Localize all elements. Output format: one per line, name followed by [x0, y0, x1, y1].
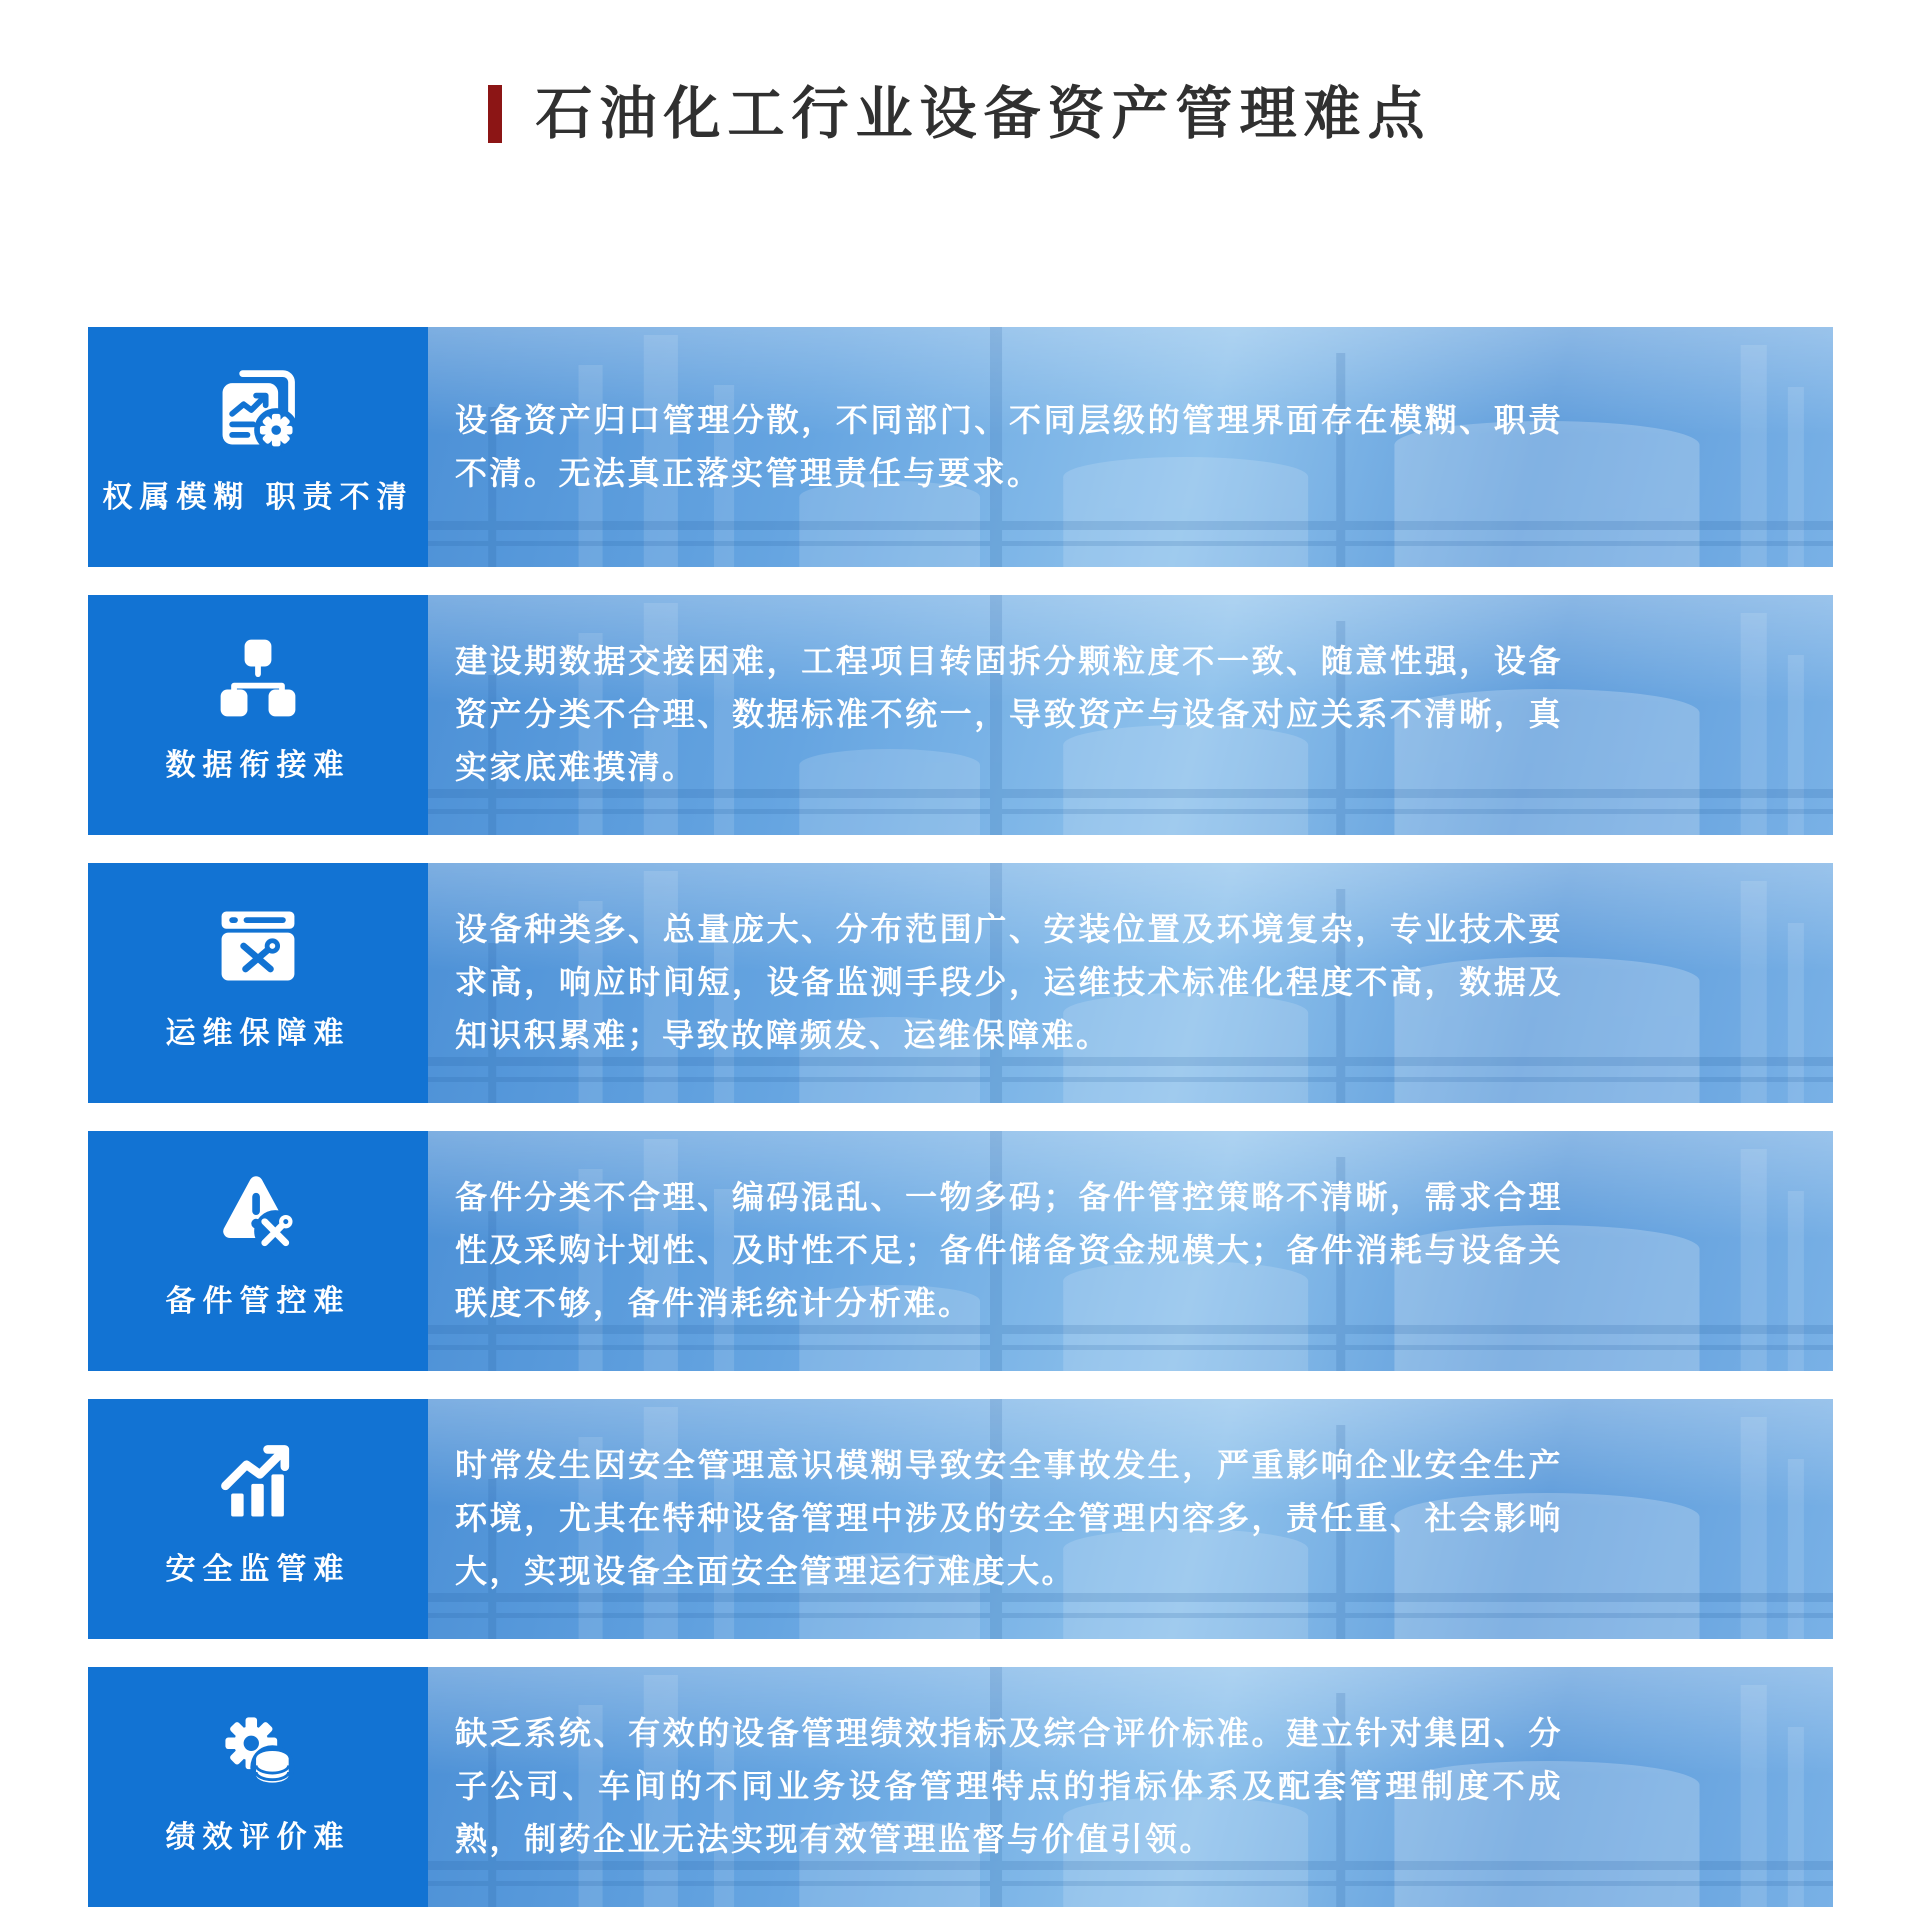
page-header	[0, 0, 1919, 187]
row-description: 时常发生因安全管理意识模糊导致安全事故发生，严重影响企业安全生产环境，尤其在特种设备管理中涉及的安全管理内容多，责任重、社会影响大，实现设备全面安全管理运行难度大。	[455, 1447, 1563, 1590]
report-gear-icon	[212, 364, 304, 456]
difficulty-row	[88, 327, 1833, 567]
row-left-panel	[88, 595, 428, 835]
row-description: 设备资产归口管理分散，不同部门、不同层级的管理界面存在模糊、职责不清。无法真正落实管理责任与要求。	[455, 401, 1563, 491]
warning-tools-icon	[212, 1168, 304, 1260]
row-right-panel	[428, 863, 1833, 1103]
row-left-panel	[88, 863, 428, 1103]
row-right-panel	[428, 1131, 1833, 1371]
row-left-panel	[88, 1667, 428, 1907]
row-label: 备件管控难	[165, 1284, 351, 1318]
difficulty-row	[88, 1667, 1833, 1907]
difficulty-row	[88, 1131, 1833, 1371]
window-tools-icon	[212, 900, 304, 992]
row-description: 备件分类不合理、编码混乱、一物多码；备件管控策略不清晰，需求合理性及采购计划性、及时性不足；备件储备资金规模大；备件消耗与设备关联度不够，备件消耗统计分析难。	[455, 1179, 1563, 1322]
row-label: 权属模糊 职责不清	[102, 480, 414, 514]
row-right-panel	[428, 1399, 1833, 1639]
row-label: 数据衔接难	[165, 748, 351, 782]
page-title: 石油化工行业设备资产管理难点	[535, 82, 1432, 147]
row-right-panel	[428, 1667, 1833, 1907]
difficulty-row	[88, 595, 1833, 835]
title-accent-bar	[488, 85, 502, 143]
row-left-panel	[88, 327, 428, 567]
row-left-panel	[88, 1131, 428, 1371]
row-label: 运维保障难	[165, 1016, 351, 1050]
difficulty-row	[88, 863, 1833, 1103]
row-label: 安全监管难	[165, 1552, 351, 1586]
row-description: 缺乏系统、有效的设备管理绩效指标及综合评价标准。建立针对集团、分子公司、车间的不同业务设备管理特点的指标体系及配套管理制度不成熟，制药企业无法实现有效管理监督与价值引领。	[455, 1715, 1563, 1858]
row-description: 建设期数据交接困难，工程项目转固拆分颗粒度不一致、随意性强，设备资产分类不合理、数据标准不统一，导致资产与设备对应关系不清晰，真实家底难摸清。	[455, 643, 1563, 786]
row-left-panel	[88, 1399, 428, 1639]
row-description: 设备种类多、总量庞大、分布范围广、安装位置及环境复杂，专业技术要求高，响应时间短，设备监测手段少，运维技术标准化程度不高，数据及知识积累难；导致故障频发、运维保障难。	[455, 911, 1563, 1054]
gear-coins-icon	[212, 1704, 304, 1796]
difficulty-row	[88, 1399, 1833, 1639]
hierarchy-icon	[212, 632, 304, 724]
growth-chart-icon	[212, 1436, 304, 1528]
row-right-panel	[428, 595, 1833, 835]
row-right-panel	[428, 327, 1833, 567]
difficulty-rows	[88, 327, 1833, 1907]
row-label: 绩效评价难	[165, 1820, 351, 1854]
